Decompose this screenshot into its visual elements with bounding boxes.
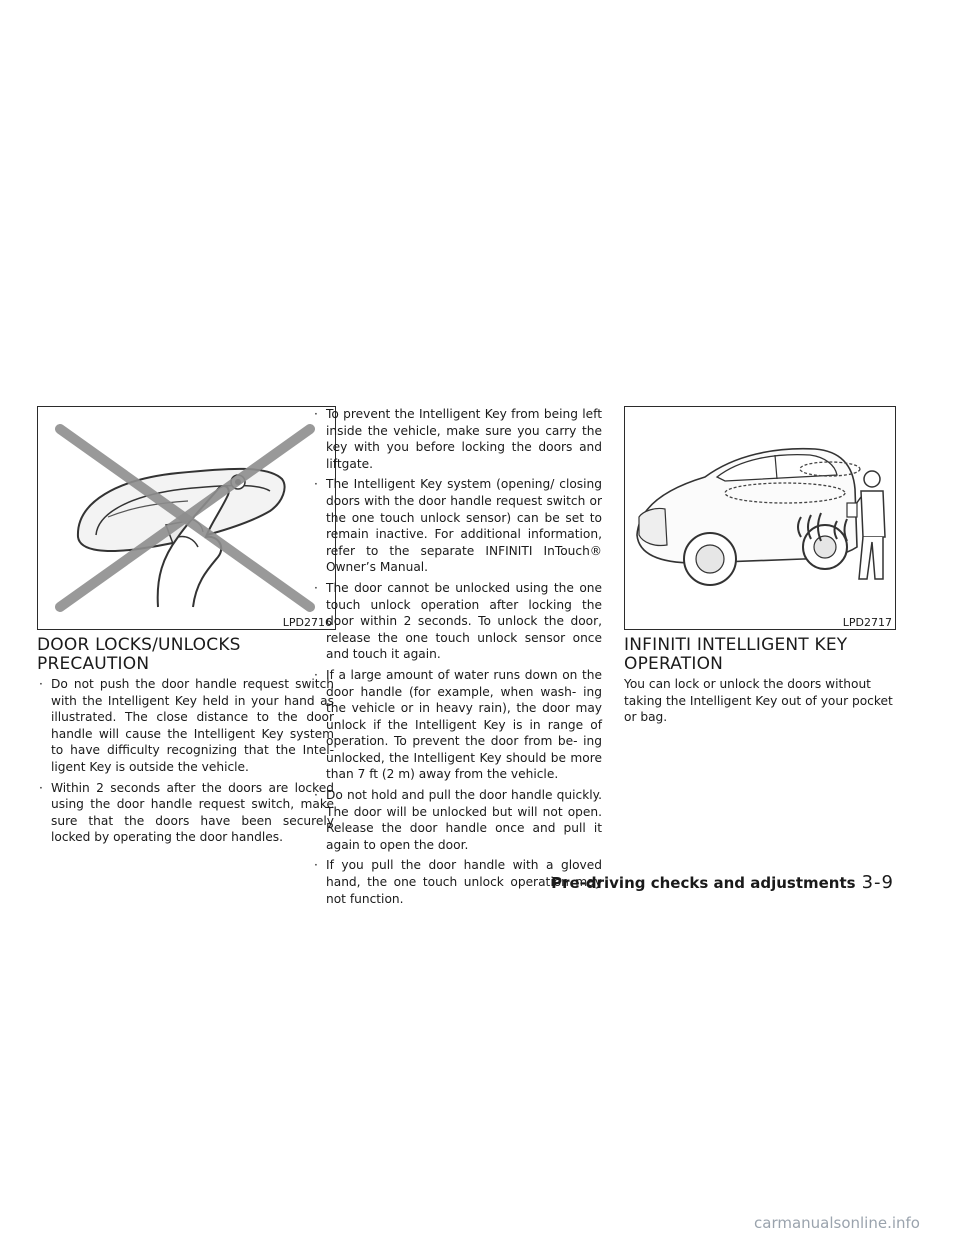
precaution-list [37, 676, 334, 846]
section-title: Pre-driving checks and adjustments [551, 874, 856, 892]
list-item: · Within 2 seconds after the doors are locked using the door handle request switch, make sure that the doors have been securely locked by operating the door handles. [37, 780, 334, 846]
heading-line-1: DOOR LOCKS/UNLOCKS [37, 635, 241, 655]
list-item: · The door cannot be unlocked using the one touch unlock operation after locking the door within 2 seconds. To unlock the door, release the one touch unlock sensor once and touch it again. [312, 580, 602, 663]
page-footer [551, 872, 894, 893]
section-heading-intelligent-key [624, 636, 914, 674]
list-item: · To prevent the Intelligent Key from being left inside the vehicle, make sure you carry the key with you before locking the doors and liftgate. [312, 406, 602, 472]
list-item: · Do not push the door handle request switch with the Intelligent Key held in your hand as illustrated. The close distance to the door handle will cause the Intelligent Key system to have difficulty recognizing that the Intel- ligent Key is outside the vehicle. [37, 676, 334, 776]
intro-paragraph: You can lock or unlock the doors without taking the Intelligent Key out of your pocket or bag. [624, 677, 893, 725]
figure-door-handle-warning [37, 406, 336, 630]
figure-code: LPD2717 [842, 616, 892, 629]
heading-line-2: PRECAUTION [37, 654, 150, 674]
list-item: · If you pull the door handle with a gloved hand, the one touch unlock operation may not function. [312, 857, 602, 907]
list-item: · Do not hold and pull the door handle quickly. The door will be unlocked but will not open. Release the door handle once and pull it again to open the door. [312, 787, 602, 853]
middle-column-text [312, 406, 602, 911]
figure-code: LPD2716 [282, 616, 332, 629]
door-handle-illustration [38, 407, 335, 629]
page-number: 3-9 [861, 872, 894, 893]
left-column-text [37, 676, 334, 850]
heading-line-1: INFINITI INTELLIGENT KEY [624, 635, 848, 655]
section-heading-door-locks [37, 636, 337, 674]
watermark[interactable]: carmanualsonline.info [754, 1214, 920, 1232]
right-column-text [624, 676, 896, 726]
heading-line-2: OPERATION [624, 654, 724, 674]
vehicle-and-person-illustration [625, 407, 895, 629]
list-item: · The Intelligent Key system (opening/ closing doors with the door handle request switch or the one touch unlock sensor) can be set to remain inactive. For additional information, refer to the separate INFINITI InTouch® Owner’s Manual. [312, 476, 602, 576]
list-item: · If a large amount of water runs down on the door handle (for example, when wash- ing the vehicle or in heavy rain), the door may unlock if the Intelligent Key is in range of operation. To prevent the door from be- ing unlocked, the Intelligent Key should be more than 7 ft (2 m) away from the vehicle. [312, 667, 602, 783]
precaution-list-continued [312, 406, 602, 907]
figure-intelligent-key-operation [624, 406, 896, 630]
